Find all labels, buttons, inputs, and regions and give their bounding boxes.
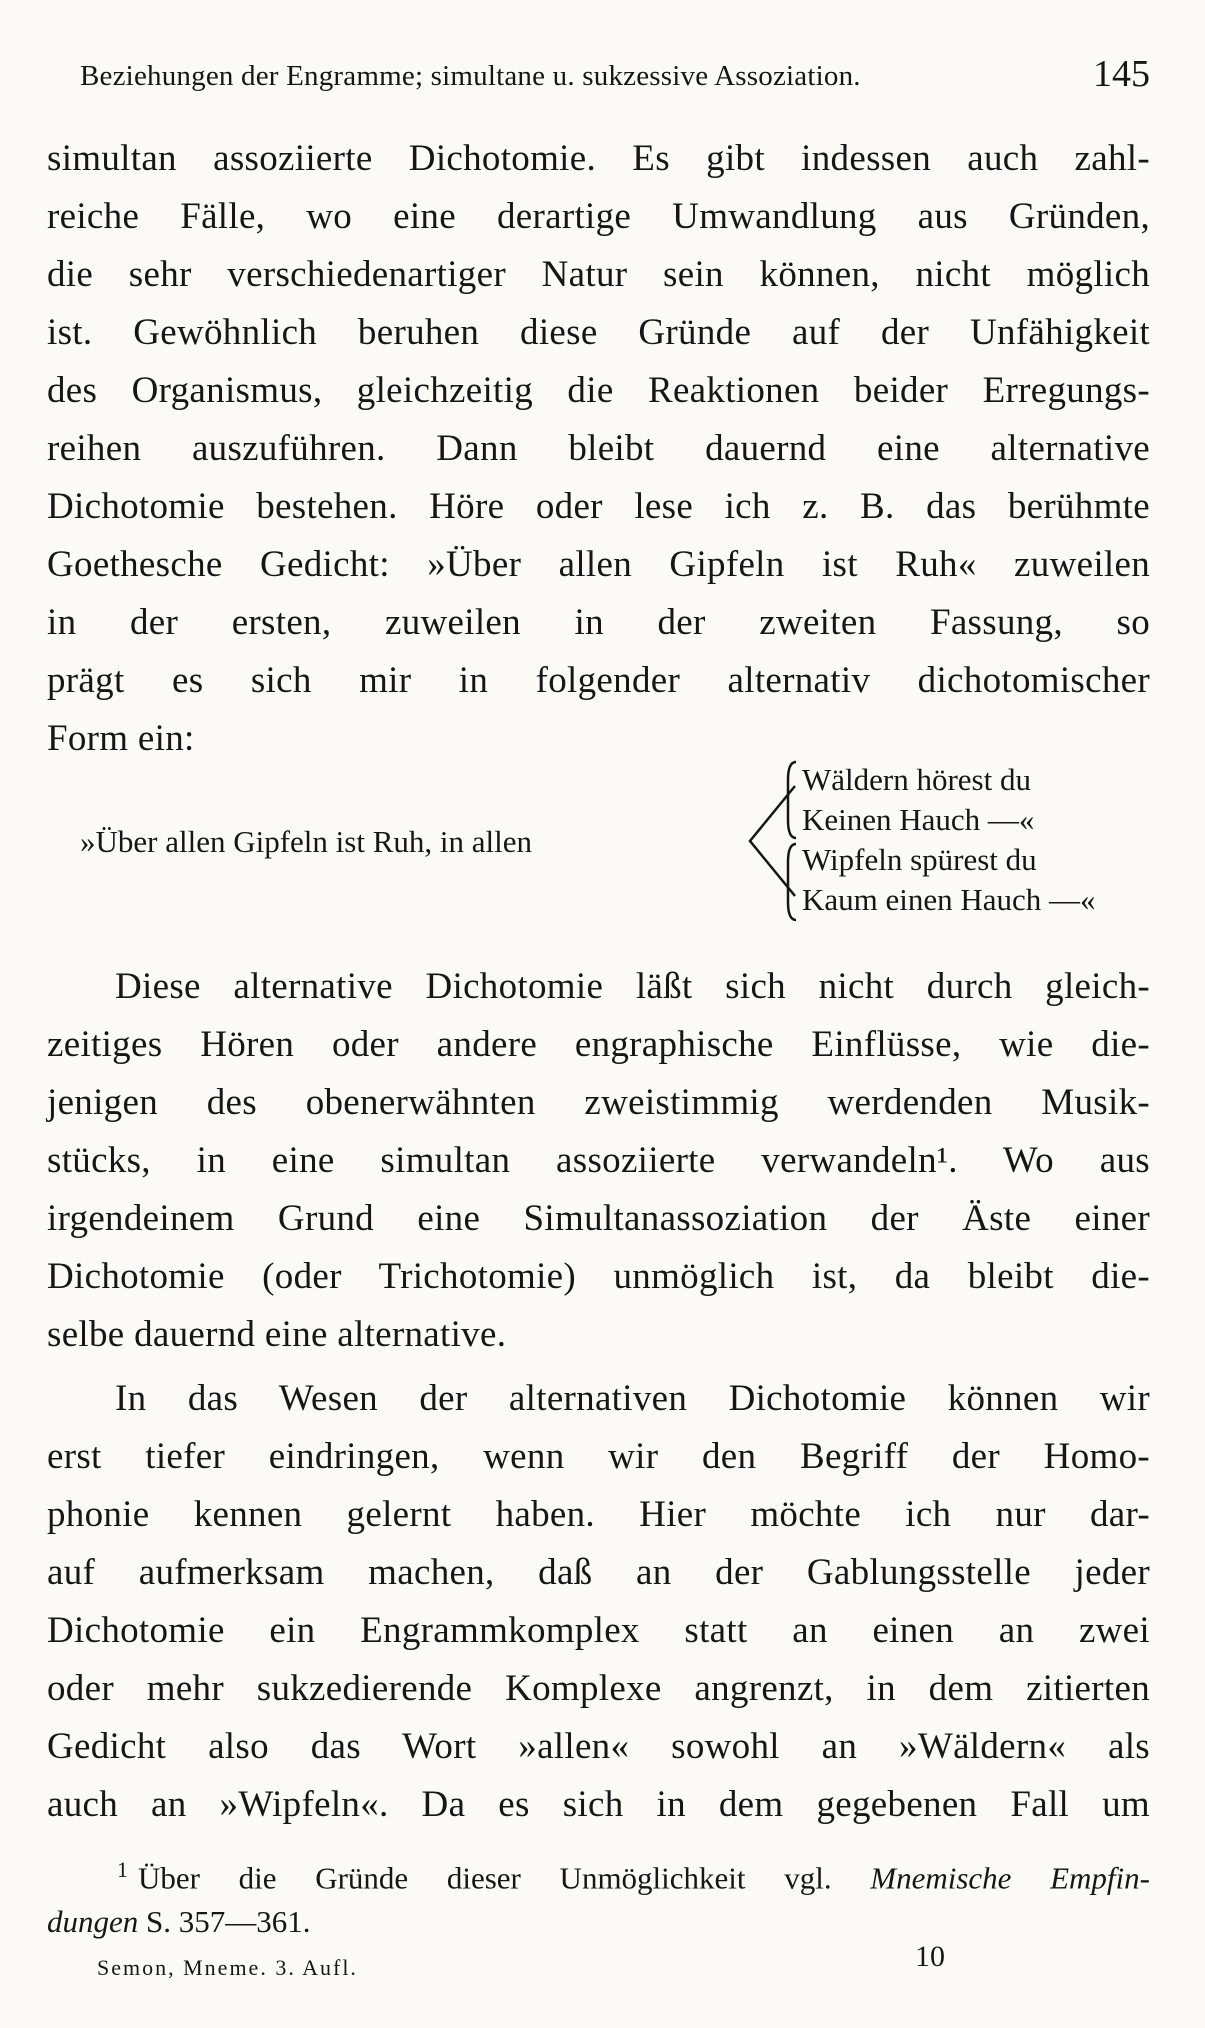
text-line: Dichotomie (oder Trichotomie) unmöglich ist, da bleibt die-: [47, 1256, 1150, 1297]
text-line: reiche Fälle, wo eine derartige Umwandlung aus Gründen,: [47, 196, 1150, 237]
text-line: des Organismus, gleichzeitig die Reaktionen beider Erregungs-: [47, 370, 1150, 411]
text-line: Diese alternative Dichotomie läßt sich nicht durch gleich-: [115, 966, 1150, 1007]
footnote: [47, 1848, 1150, 1944]
text-line: auf aufmerksam machen, daß an der Gablungsstelle jeder: [47, 1552, 1150, 1593]
text-line: jenigen des obenerwähnten zweistimmig werdenden Musik-: [47, 1082, 1150, 1123]
footnote-text: Über die Gründe dieser Unmöglichkeit vgl.: [138, 1860, 832, 1896]
poem-branches: [802, 760, 1096, 920]
brace-top-icon: [780, 760, 800, 840]
footnote-title: Mnemische Empfin-: [870, 1860, 1150, 1896]
text-line: prägt es sich mir in folgender alternativ dichotomischer: [47, 660, 1150, 701]
text-line: auch an »Wipfeln«. Da es sich in dem gegebenen Fall um: [47, 1784, 1150, 1825]
paragraph-2: [47, 958, 1150, 1364]
text-line: simultan assoziierte Dichotomie. Es gibt indessen auch zahl-: [47, 138, 1150, 179]
text-line: zeitiges Hören oder andere engraphische Einflüsse, wie die-: [47, 1024, 1150, 1065]
text-line: Goethesche Gedicht: »Über allen Gipfeln ist Ruh« zuweilen: [47, 544, 1150, 585]
text-line: stücks, in eine simultan assoziierte verwandeln¹. Wo aus: [47, 1140, 1150, 1181]
text-line: oder mehr sukzedierende Komplexe angrenzt, in dem zitierten: [47, 1668, 1150, 1709]
poem-dichotomy-diagram: [80, 760, 1160, 930]
text-line: In das Wesen der alternativen Dichotomie können wir: [115, 1378, 1150, 1419]
poem-branch: Kaum einen Hauch —«: [802, 882, 1096, 917]
text-line: ist. Gewöhnlich beruhen diese Gründe auf der Unfähigkeit: [47, 312, 1150, 353]
text-line: die sehr verschiedenartiger Natur sein können, nicht möglich: [47, 254, 1150, 295]
text-line: Dichotomie bestehen. Höre oder lese ich z. B. das berühmte: [47, 486, 1150, 527]
poem-branch: Keinen Hauch —«: [802, 802, 1035, 837]
footnote-mark: 1: [117, 1857, 128, 1882]
signature-line: Semon, Mneme. 3. Aufl.: [97, 1955, 358, 1980]
text-line: phonie kennen gelernt haben. Hier möchte ich nur dar-: [47, 1494, 1150, 1535]
footnote-line-1: [47, 1848, 1150, 1900]
paragraph-1: [47, 130, 1150, 768]
footnote-pages: S. 357—361.: [146, 1904, 311, 1940]
text-line: in der ersten, zuweilen in der zweiten Fassung, so: [47, 602, 1150, 643]
text-line: Dichotomie ein Engrammkomplex statt an einen an zwei: [47, 1610, 1150, 1651]
text-line: Form ein:: [47, 718, 195, 759]
text-line: irgendeinem Grund eine Simultanassoziation der Äste einer: [47, 1198, 1150, 1239]
footnote-title-cont: dungen: [47, 1904, 139, 1940]
sheet-number: 10: [915, 1940, 945, 1973]
poem-branch: Wäldern hörest du: [802, 762, 1031, 797]
poem-stem: »Über allen Gipfeln ist Ruh, in allen: [80, 824, 532, 859]
running-head: [80, 52, 1150, 112]
brace-bottom-icon: [780, 842, 800, 922]
text-line: reihen auszuführen. Dann bleibt dauernd eine alternative: [47, 428, 1150, 469]
paragraph-3: [47, 1370, 1150, 1834]
running-head-title: Beziehungen der Engramme; simultane u. sukzessive Assoziation.: [80, 60, 861, 92]
text-line: Gedicht also das Wort »allen« sowohl an »Wäldern« als: [47, 1726, 1150, 1767]
page-number: 145: [1093, 53, 1150, 95]
text-line: erst tiefer eindringen, wenn wir den Begriff der Homo-: [47, 1436, 1150, 1477]
text-line: selbe dauernd eine alternative.: [47, 1314, 507, 1355]
poem-branch: Wipfeln spürest du: [802, 842, 1037, 877]
footnote-line-2: [47, 1904, 311, 1939]
